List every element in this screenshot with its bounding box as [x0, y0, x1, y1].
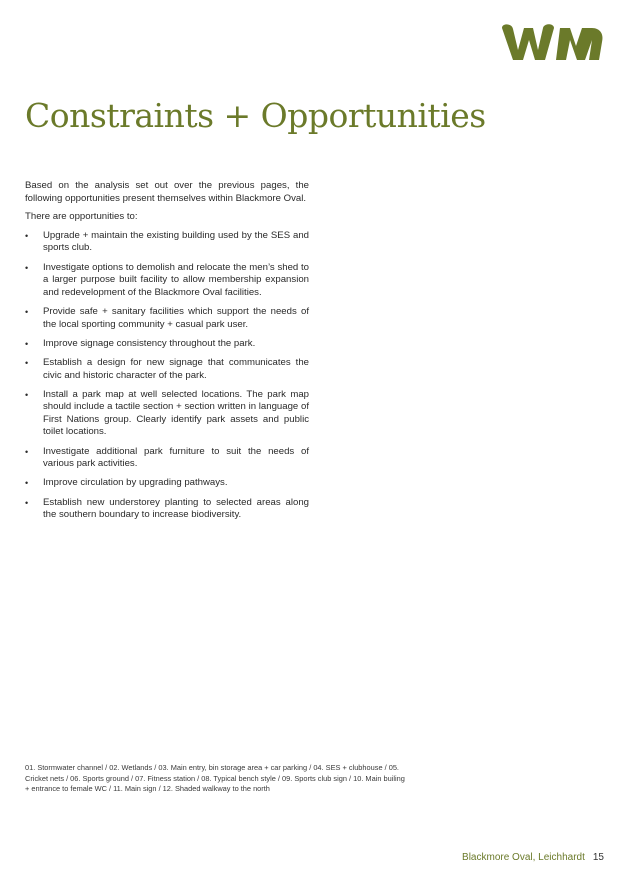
bullet-icon: •: [25, 389, 29, 400]
bullet-icon: •: [25, 230, 29, 241]
list-item-text: Establish a design for new signage that communicates the civic and historic character of the park.: [43, 356, 309, 381]
list-item: [25, 230, 309, 255]
list-item: [25, 262, 309, 300]
list-item: [25, 497, 309, 522]
opportunities-list: [25, 230, 309, 522]
list-item-text: Establish new understorey planting to selected areas along the southern boundary to increase biodiversity.: [43, 496, 309, 521]
bullet-icon: •: [25, 338, 29, 349]
list-item: [25, 357, 309, 382]
list-item-text: Install a park map at well selected locations. The park map should include a tactile section + section written in language of First Nations group. Clearly identify park assets and public toilet locations.: [43, 388, 309, 438]
page-footer: [462, 852, 604, 863]
bullet-icon: •: [25, 497, 29, 508]
lead-paragraph: There are opportunities to:: [25, 211, 138, 223]
list-item-text: Improve signage consistency throughout the park.: [43, 337, 256, 349]
bullet-icon: •: [25, 478, 29, 489]
list-item-text: Upgrade + maintain the existing building used by the SES and sports club.: [43, 229, 309, 254]
list-item-text: Provide safe + sanitary facilities which support the needs of the local sporting community + casual park user.: [43, 305, 309, 330]
list-item-text: Investigate additional park furniture to suit the needs of various park activities.: [43, 445, 309, 470]
opportunities-section: [25, 180, 309, 528]
list-item-text: Investigate options to demolish and relocate the men’s shed to a larger purpose built facility to allow membership expansion and redevelopment of the Blackmore Oval facilities.: [43, 261, 309, 298]
list-item: [25, 446, 309, 471]
bullet-icon: •: [25, 446, 29, 457]
list-item-text: Improve circulation by upgrading pathways.: [43, 477, 228, 489]
bullet-icon: •: [25, 357, 29, 368]
bullet-icon: •: [25, 262, 29, 273]
list-item: [25, 477, 309, 490]
list-item: [25, 389, 309, 439]
list-item: [25, 338, 309, 351]
page-number: 15: [592, 852, 604, 863]
wm-logo-icon: [500, 20, 606, 64]
page-title: Constraints + Opportunities: [25, 96, 486, 135]
photo-caption: 01. Stormwater channel / 02. Wetlands / 03. Main entry, bin storage area + car parking / 04. SES + clubhouse / 05. Cricket nets / 06. Sports ground / 07. Fitness station / 08. Typical bench style / 09. Sports club sign / 10. Main builing + entrance to female WC / 11. Main sign / 12. Shaded walkway to the north: [25, 763, 405, 794]
bullet-icon: •: [25, 306, 29, 317]
intro-paragraph: Based on the analysis set out over the previous pages, the following opportunities present themselves within Blackmore Oval.: [25, 180, 309, 204]
footer-location: Blackmore Oval, Leichhardt: [462, 852, 585, 863]
list-item: [25, 306, 309, 331]
